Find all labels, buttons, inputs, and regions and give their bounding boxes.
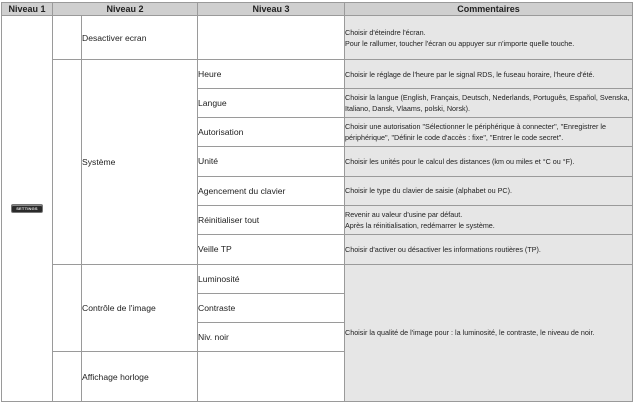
header-niveau2: Niveau 2: [53, 3, 198, 16]
niveau3-langue: Langue: [198, 88, 345, 117]
comment-line: Choisir d'éteindre l'écran.: [345, 27, 426, 37]
comment-line: Après la réinitialisation, redémarrer le système.: [345, 221, 495, 231]
niveau3-heure: Heure: [198, 60, 345, 88]
niveau3-niv-noir: Niv. noir: [198, 323, 345, 352]
indent-cell: [53, 60, 82, 264]
table-row: [2, 264, 633, 293]
niveau3-contraste: Contraste: [198, 293, 345, 322]
niveau2-controle-image: Contrôle de l'image: [82, 264, 198, 352]
niveau3-unite: Unité: [198, 147, 345, 176]
niveau3-reinitialiser-tout: Réinitialiser tout: [198, 205, 345, 234]
indent-cell: [53, 352, 82, 402]
niveau2-affichage-horloge: Affichage horloge: [82, 352, 198, 402]
comment-line: Revenir au valeur d'usine par défaut.: [345, 210, 463, 220]
comment-heure: Choisir le réglage de l'heure par le signal RDS, le fuseau horaire, l'heure d'été.: [345, 60, 633, 88]
header-niveau1: Niveau 1: [2, 3, 53, 16]
comment-unite: Choisir les unités pour le calcul des distances (km ou miles et °C ou °F).: [345, 147, 633, 176]
comment-agencement-clavier: Choisir le type du clavier de saisie (alphabet ou PC).: [345, 176, 633, 205]
comment-autorisation: Choisir une autorisation "Sélectionner le périphérique à connecter", "Enregistrer le périphérique", "Définir le code d'accès : fixe", "Entrer le code secret".: [345, 118, 633, 147]
niveau3-empty: [198, 16, 345, 60]
comment-controle-image: Choisir la qualité de l'image pour : la luminosité, le contraste, le niveau de noir.: [345, 264, 633, 401]
indent-cell: [53, 264, 82, 352]
niveau3-empty: [198, 352, 345, 402]
comment-desactiver-ecran: [345, 16, 633, 60]
comment-veille-tp: Choisir d'activer ou désactiver les informations routières (TP).: [345, 235, 633, 264]
header-commentaires: Commentaires: [345, 3, 633, 16]
comment-line: Pour le rallumer, toucher l'écran ou appuyer sur n'importe quelle touche.: [345, 38, 575, 48]
table-row: [2, 60, 633, 88]
niveau3-agencement-clavier: Agencement du clavier: [198, 176, 345, 205]
niveau1-cell: [2, 16, 53, 402]
niveau3-autorisation: Autorisation: [198, 118, 345, 147]
niveau2-desactiver-ecran: Desactiver ecran: [82, 16, 198, 60]
indent-cell: [53, 16, 82, 60]
settings-button-icon: SETTINGS: [11, 204, 43, 213]
niveau3-veille-tp: Veille TP: [198, 235, 345, 264]
table-row: [2, 16, 633, 60]
niveau2-systeme: Système: [82, 60, 198, 264]
settings-table: [1, 2, 633, 402]
header-niveau3: Niveau 3: [198, 3, 345, 16]
comment-langue: Choisir la langue (English, Français, Deutsch, Nederlands, Português, Español, Svenska, Italiano, Dansk, Vlaams, polski, Norsk).: [345, 88, 633, 117]
comment-reinitialiser-tout: [345, 205, 633, 234]
niveau3-luminosite: Luminosité: [198, 264, 345, 293]
